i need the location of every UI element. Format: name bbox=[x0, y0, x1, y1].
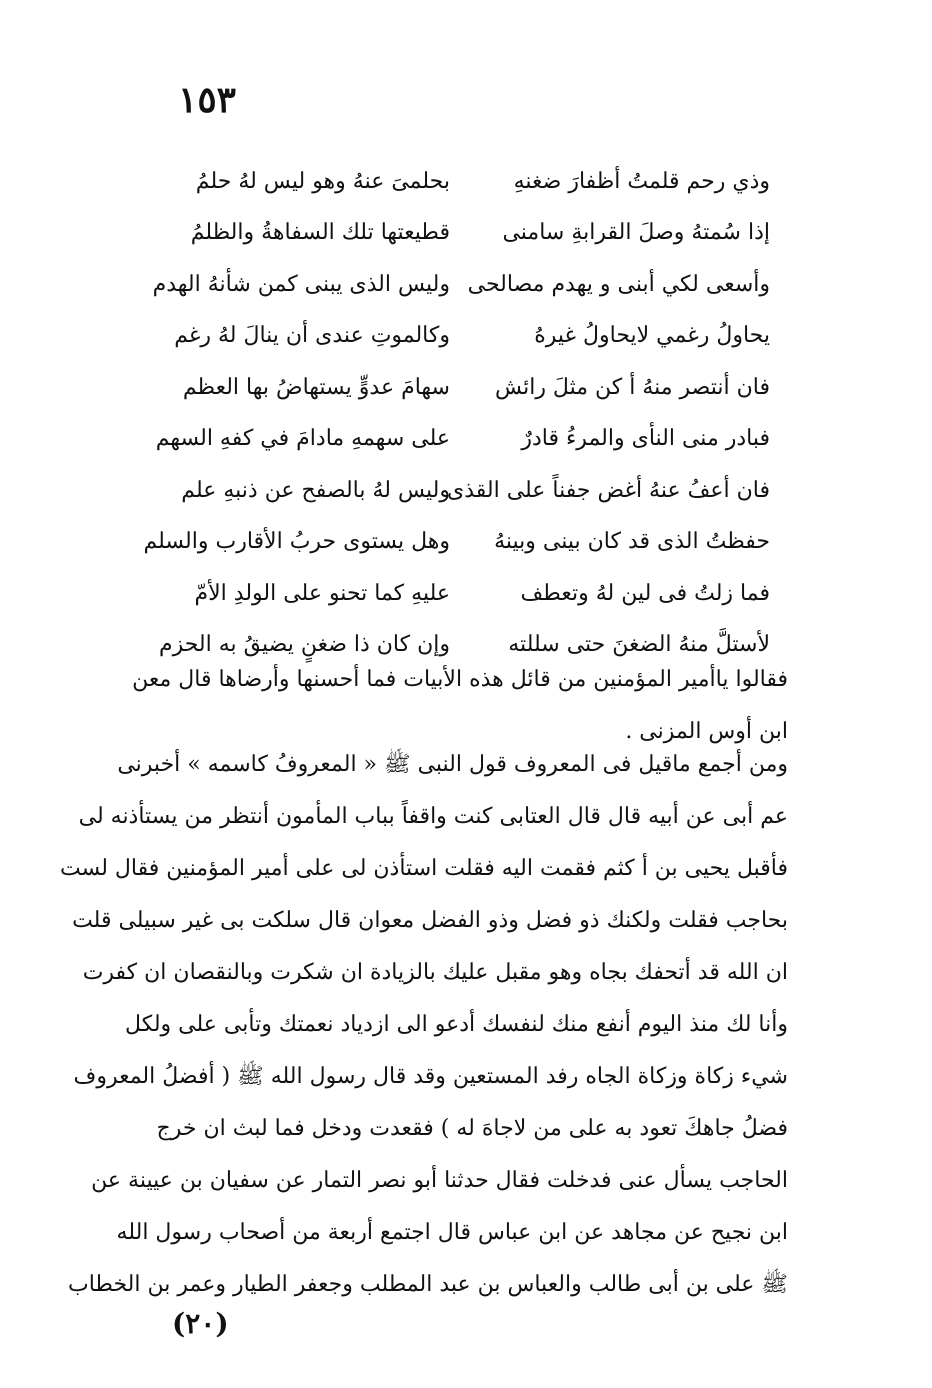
verse-line bbox=[160, 356, 770, 408]
verse-second-hemistich: وإن كان ذا ضغنٍ يضيقُ به الحزم bbox=[158, 632, 450, 657]
text-line: شيء زكاة وزكاة الجاه رفد المستعين وقد قال رسول الله ﷺ ( أفضلُ المعروف bbox=[73, 1064, 788, 1089]
verse-second-hemistich: سهامَ عدوٍّ يستهاضُ بها العظم bbox=[182, 374, 450, 400]
text-line: الحاجب يسأل عنى فدخلت فقال حدثنا أبو نصر التمار عن سفيان بن عيينة عن bbox=[91, 1168, 788, 1193]
verse-line bbox=[160, 305, 770, 357]
verse-first-hemistich: وذي رحم قلمتُ أظفارَ ضغنهِ bbox=[513, 168, 770, 194]
verse-line bbox=[160, 562, 770, 614]
verse-first-hemistich: حفظتُ الذى قد كان بينى وبينهُ bbox=[494, 529, 770, 554]
verse-line bbox=[160, 150, 770, 202]
verse-line bbox=[152, 253, 770, 305]
verse-first-hemistich: فان أنتصر منهُ أ كن مثلَ رائش bbox=[495, 374, 770, 400]
verse-line bbox=[160, 202, 770, 254]
text-line: ﷺ على بن أبى طالب والعباس بن عبد المطلب وجعفر الطيار وعمر بن الخطاب bbox=[68, 1272, 788, 1297]
text-line: فقالوا ياأمير المؤمنين من قائل هذه الأبيات فما أحسنها وأرضاها قال معن bbox=[132, 667, 788, 692]
verse-second-hemistich: بحلمىَ عنهُ وهو ليس لهُ حلمُ bbox=[195, 168, 450, 194]
verse-second-hemistich: عليهِ كما تحنو على الولدِ الأمّ bbox=[194, 580, 450, 606]
text-line: وأنا لك منذ اليوم أنفع منك لنفسك أدعو الى ازدياد نعمتك وتأبى على ولكل bbox=[125, 1012, 788, 1037]
text-line: ومن أجمع ماقيل فى المعروف قول النبى ﷺ « المعروفُ كاسمه » أخبرنى bbox=[117, 752, 788, 777]
verse-first-hemistich: إذا سُمتهُ وصلَ القرابةِ سامنى bbox=[502, 220, 770, 245]
verse-second-hemistich: قطيعتها تلك السفاهةُ والظلمُ bbox=[190, 220, 450, 245]
text-line: ابن نجيح عن مجاهد عن ابن عباس قال اجتمع أربعة من أصحاب رسول الله bbox=[116, 1220, 788, 1245]
verse-first-hemistich: لأستلَّ منهُ الضغنَ حتى سللته bbox=[508, 632, 770, 657]
verse-first-hemistich: وأسعى لكي أبنى و يهدم مصالحى bbox=[467, 271, 770, 297]
text-line: عم أبى عن أبيه قال قال العتابى كنت واقفاً بباب المأمون أنتظر من يستأذنه لى bbox=[78, 804, 788, 829]
verse-second-hemistich: على سهمهِ مادامَ في كفهِ السهم bbox=[155, 426, 450, 451]
verse-first-hemistich: فان أعفُ عنهُ أغض جفناً على القذى bbox=[446, 477, 770, 503]
signature-mark: (٢٠) bbox=[172, 1307, 229, 1340]
text-line: بحاجب فقلت ولكنك ذو فضل وذو الفضل معوان قال سلكت بى غير سبيلى قلت bbox=[72, 908, 788, 933]
verse-first-hemistich: فما زلتُ فى لين لهُ وتعطف bbox=[520, 580, 770, 606]
verse-line bbox=[160, 459, 770, 511]
text-line: فأقبل يحيى بن أ كثم فقمت اليه فقلت استأذن لى على أمير المؤمنين فقال لست bbox=[60, 856, 788, 881]
verse-line bbox=[155, 408, 770, 460]
verse-first-hemistich: يحاولُ رغمي لايحاولُ غيرهُ bbox=[534, 323, 770, 348]
paragraph-narrative bbox=[60, 745, 788, 1317]
verse-second-hemistich: وهل يستوى حربُ الأقارب والسلم bbox=[143, 529, 450, 554]
page-number: ١٥٣ bbox=[178, 79, 237, 121]
text-line: فضلُ جاهكَ تعود به على من لاجاهَ له ) فقعدت ودخل فما لبث ان خرج bbox=[156, 1116, 788, 1141]
text-line: ان الله قد أتحفك بجاه وهو مقبل عليك بالزيادة ان شكرت وبالنقصان ان كفرت bbox=[82, 960, 788, 985]
verse-second-hemistich: وليس لهُ بالصفح عن ذنبهِ علم bbox=[181, 477, 450, 503]
poem-verses bbox=[143, 150, 770, 665]
verse-second-hemistich: وليس الذى يبنى كمن شأنهُ الهدم bbox=[152, 271, 450, 297]
verse-first-hemistich: فبادر منى النأى والمرءُ قادرٌ bbox=[521, 426, 770, 451]
verse-line bbox=[143, 511, 770, 563]
verse-second-hemistich: وكالموتِ عندى أن ينالَ لهُ رغم bbox=[174, 323, 450, 348]
verse-line bbox=[160, 614, 770, 666]
text-line: ابن أوس المزنى . bbox=[625, 719, 788, 744]
